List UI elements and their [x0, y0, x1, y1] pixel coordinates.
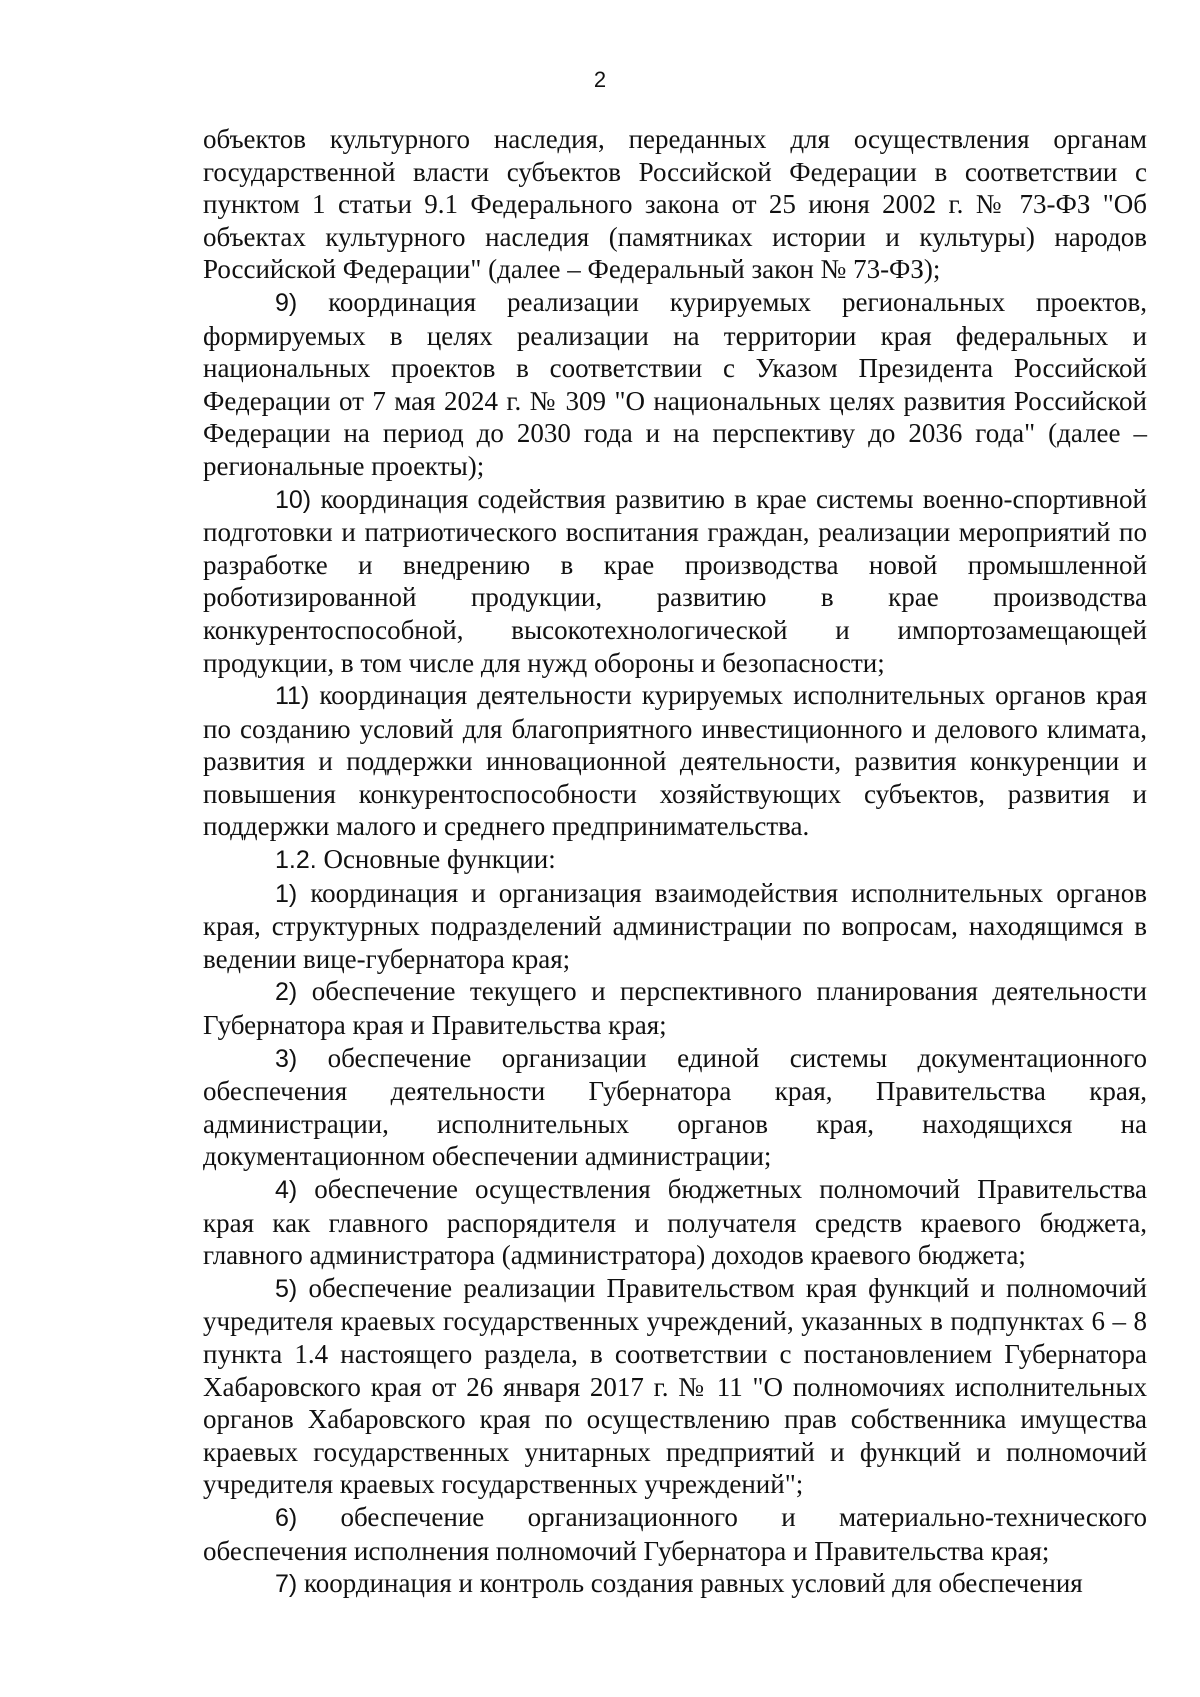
list-item [203, 483, 1147, 680]
item-number: 1.2. [275, 846, 317, 875]
list-item [203, 877, 1147, 976]
paragraph-text: координация и организация взаимодействия исполнительных органов края, структурных подразделений администрации по вопросам, находящимся в ведении вице-губернатора края; [203, 877, 1147, 974]
paragraph-continuation [203, 123, 1147, 286]
paragraph-text: обеспечение организации единой системы документационного обеспечения деятельности Губернатора края, Правительства края, администрации, исполнительных органов края, находящихся на документационном обеспечении администрации; [203, 1042, 1147, 1172]
paragraph-text: обеспечение текущего и перспективного планирования деятельности Губернатора края и Правительства края; [203, 976, 1147, 1041]
document-body [203, 123, 1147, 1601]
paragraph-text: объектов культурного наследия, переданных для осуществления органам государственной власти субъектов Российской Федерации в соответствии с пунктом 1 статьи 9.1 Федерального закона от 25 июня 2002 г. № 73-ФЗ "Об объектах культурного наследия (памятниках истории и культуры) народов Российской Федерации" (далее – Федеральный закон № 73-ФЗ); [203, 124, 1147, 285]
list-item [203, 679, 1147, 843]
paragraph-text: координация деятельности курируемых исполнительных органов края по созданию условий для благоприятного инвестиционного и делового климата, развития и поддержки инновационной деятельности, развития конкуренции и повышения конкурентоспособности хозяйствующих субъектов, развития и поддержки малого и среднего предпринимательства. [203, 680, 1148, 842]
list-item [203, 1272, 1147, 1501]
item-number: 4) [275, 1176, 298, 1204]
list-item [203, 975, 1147, 1041]
paragraph-text: обеспечение организационного и материально-технического обеспечения исполнения полномочий Губернатора и Правительства края; [203, 1501, 1148, 1566]
item-number: 1) [275, 879, 298, 908]
item-number: 3) [275, 1044, 298, 1073]
paragraph-text: обеспечение реализации Правительством края функций и полномочий учредителя краевых государственных учреждений, указанных в подпунктах 6 – 8 пункта 1.4 настоящего раздела, в соответствии с постановлением Губернатора Хабаровского края от 26 января 2017 г. № 11 "О полномочиях исполнительных органов Хабаровского края по осуществлению прав собственника имущества краевых государственных унитарных предприятий и функций и полномочий учредителя краевых государственных учреждений"; [203, 1272, 1148, 1500]
paragraph-text: координация и контроль создания равных условий для обеспечения [303, 1568, 1083, 1599]
item-number: 10) [275, 485, 312, 514]
list-item [203, 286, 1147, 483]
item-number: 2) [275, 978, 298, 1007]
list-item [203, 1567, 1147, 1601]
item-number: 11) [275, 682, 310, 711]
item-number: 5) [275, 1274, 298, 1303]
section-heading [203, 843, 1147, 877]
list-item [203, 1042, 1147, 1173]
item-number: 7) [275, 1570, 298, 1599]
list-item [203, 1173, 1147, 1272]
item-number: 6) [275, 1503, 298, 1532]
item-number: 9) [275, 288, 298, 317]
paragraph-text: координация реализации курируемых региональных проектов, формируемых в целях реализации на территории края федеральных и национальных проектов в соответствии с Указом Президента Российской Федерации от 7 мая 2024 г. № 309 "О национальных целях развития Российской Федерации на период до 2030 года и на перспективу до 2036 года" (далее – региональные проекты); [203, 286, 1147, 481]
paragraph-text: координация содействия развитию в крае системы военно-спортивной подготовки и патриотического воспитания граждан, реализации мероприятий по разработке и внедрению в крае производства новой промышленной роботизированной продукции, развитию в крае производства конкурентоспособной, высокотехнологической и импортозамещающей продукции, в том числе для нужд обороны и безопасности; [203, 483, 1148, 678]
paragraph-text: Основные функции: [323, 844, 556, 875]
page-number: 2 [593, 67, 607, 92]
list-item [203, 1501, 1147, 1567]
paragraph-text: обеспечение осуществления бюджетных полномочий Правительства края как главного распорядителя и получателя средств краевого бюджета, главного администратора (администратора) доходов краевого бюджета; [203, 1174, 1148, 1271]
